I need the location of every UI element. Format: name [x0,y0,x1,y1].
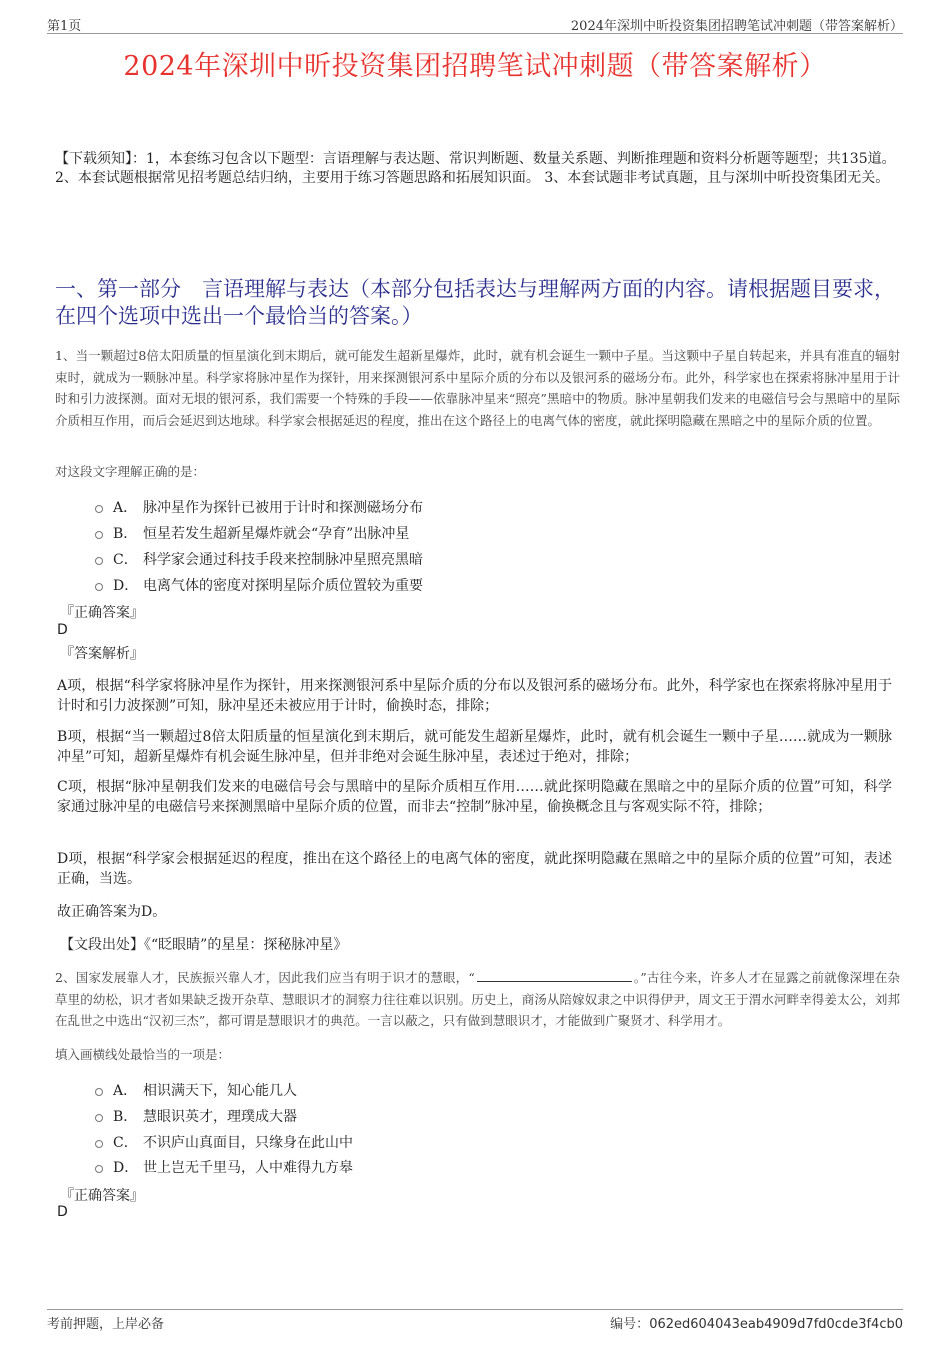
option-text: 世上岂无千里马，人中难得九方皋 [143,1160,353,1176]
option-letter: D． [113,1160,139,1176]
option-letter: B． [113,1109,138,1125]
question-2-answer-label: 『正确答案』 [60,1188,144,1204]
question-2-prompt: 填入画横线处最恰当的一项是： [55,1047,231,1062]
question-1-option-b[interactable] [95,523,409,543]
option-text: 不识庐山真面目，只缘身在此山中 [143,1135,353,1151]
radio-icon[interactable] [95,1140,103,1148]
footer-code-value: 062ed604043eab4909d7fd0cde3f4cb0 [649,1317,903,1332]
header-doc-title: 2024年深圳中昕投资集团招聘笔试冲刺题（带答案解析） [570,19,903,34]
question-2-option-c[interactable] [95,1132,353,1152]
page-number: 第1页 [47,19,82,34]
question-1-analysis-label: 『答案解析』 [60,646,144,662]
option-text: 科学家会通过科技手段来控制脉冲星照亮黑暗 [143,552,423,568]
question-1-option-c[interactable] [95,549,423,569]
analysis-conclusion: 故正确答案为D。 [57,904,167,920]
question-1-source: 【文段出处】《“眨眼睛”的星星：探秘脉冲星》 [60,937,348,953]
question-2-text-after: 。”古往今来，许多人才在显露之前就像深埋在杂草里的幼松，识才者如果缺乏拨开杂草、慧眼识才的洞察力往往难以识别。历史上，商汤从陪嫁奴隶之中识得伊尹，周文王于渭水河畔幸得姜太公，刘邦在乱世之中选出“汉初三杰”，都可谓是慧眼识才的典范。一言以蔽之，只有做到慧眼识才，才能做到广聚贤才、科学用才。 [55,970,900,1028]
question-2-option-a[interactable] [95,1080,297,1100]
option-text: 恒星若发生超新星爆炸就会“孕育”出脉冲星 [143,526,410,542]
radio-icon[interactable] [95,583,103,591]
question-1-answer-label: 『正确答案』 [60,605,144,621]
footer-code-label: 编号： [610,1317,650,1332]
radio-icon[interactable] [95,1114,103,1122]
radio-icon[interactable] [95,531,103,539]
radio-icon[interactable] [95,1088,103,1096]
footer-code [610,1313,903,1332]
analysis-item-b: B项，根据“当一颗超过8倍太阳质量的恒星演化到末期后，就可能发生超新星爆炸，此时，就有机会诞生一颗中子星……就成为一颗脉冲星”可知，超新星爆炸有机会诞生脉冲星，但并非绝对会诞生脉冲星，表述过于绝对，排除； [57,729,892,765]
question-1-prompt: 对这段文字理解正确的是： [55,464,206,479]
question-1-option-a[interactable] [95,497,423,517]
header-divider [47,33,903,34]
question-2-text-before: 2、国家发展靠人才，民族振兴靠人才，因此我们应当有明于识才的慧眼，“ [55,970,475,985]
radio-icon[interactable] [95,1165,103,1173]
analysis-item-d: D项，根据“科学家会根据延迟的程度，推出在这个路径上的电离气体的密度，就此探明隐藏在黑暗之中的星际介质的位置”可知，表述正确，当选。 [57,851,892,887]
option-letter: D． [113,578,139,594]
question-1-option-d[interactable] [95,575,423,595]
section-heading: 一、第一部分 言语理解与表达（本部分包括表达与理解两方面的内容。请根据题目要求，在四个选项中选出一个最恰当的答案。） [55,277,895,328]
option-text: 脉冲星作为探针已被用于计时和探测磁场分布 [143,500,423,516]
question-1-text: 1、当一颗超过8倍太阳质量的恒星演化到末期后，就可能发生超新星爆炸，此时，就有机会诞生一颗中子星。当这颗中子星自转起来，并具有准直的辐射束时，就成为一颗脉冲星。科学家将脉冲星作为探针，用来探测银河系中星际介质的分布以及银河系的磁场分布。此外，科学家也在探索将脉冲星用于计时和引力波探测。面对无垠的银河系，我们需要一个特殊的手段——依靠脉冲星来“照亮”黑暗中的物质。脉冲星朝我们发来的电磁信号会与黑暗中的星际介质相互作用，而后会延迟到达地球。科学家会根据延迟的程度，推出在这个路径上的电离气体的密度，就此探明隐藏在黑暗之中的星际介质的位置。 [55,348,900,428]
question-2-answer: D [57,1204,68,1220]
radio-icon[interactable] [95,557,103,565]
option-letter: B． [113,526,138,542]
option-letter: A． [113,1083,138,1099]
option-letter: A． [113,500,138,516]
option-letter: C． [113,552,138,568]
question-2-option-b[interactable] [95,1106,297,1126]
analysis-item-c: C项，根据“脉冲星朝我们发来的电磁信号会与黑暗中的星际介质相互作用……就此探明隐藏在黑暗之中的星际介质的位置”可知，科学家通过脉冲星的电磁信号来探测黑暗中星际介质的位置，而非去“控制”脉冲星，偷换概念且与客观实际不符，排除； [57,779,892,815]
question-2-option-d[interactable] [95,1157,353,1177]
option-text: 电离气体的密度对探明星际介质位置较为重要 [143,578,423,594]
page-title: 2024年深圳中昕投资集团招聘笔试冲刺题（带答案解析） [123,51,827,82]
question-1-answer: D [57,622,68,638]
question-2-text [55,967,900,1032]
download-notice: 【下载须知】：1，本套练习包含以下题型：言语理解与表达题、常识判断题、数量关系题、判断推理题和资料分析题等题型；共135道。 2、本套试题根据常见招考题总结归纳，主要用于练习答题思路和拓展知识面。 3、本套试题非考试真题，且与深圳中昕投资集团无关。 [55,151,896,186]
footer-divider [47,1309,903,1310]
option-text: 相识满天下，知心能几人 [143,1083,297,1099]
option-text: 慧眼识英才，理璞成大器 [143,1109,297,1125]
fill-in-blank [477,969,632,982]
radio-icon[interactable] [95,505,103,513]
analysis-item-a: A项，根据“科学家将脉冲星作为探针，用来探测银河系中星际介质的分布以及银河系的磁场分布。此外，科学家也在探索将脉冲星用于计时和引力波探测”可知，脉冲星还未被应用于计时，偷换时态，排除； [57,678,892,714]
footer-slogan: 考前押题，上岸必备 [47,1317,165,1332]
option-letter: C． [113,1135,138,1151]
